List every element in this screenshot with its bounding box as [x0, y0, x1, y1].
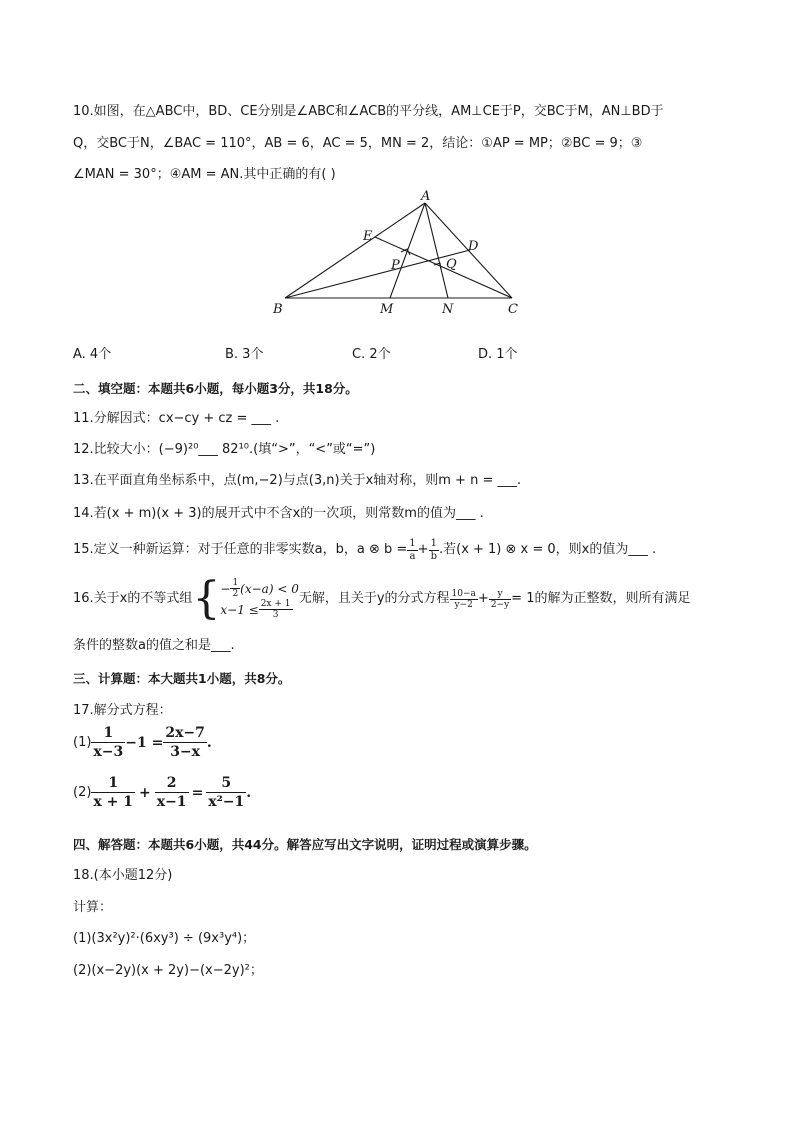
- brace-icon: {: [192, 573, 221, 624]
- q16-ineq1-frac: [230, 578, 240, 599]
- q17-p2-frac1: [91, 774, 135, 811]
- q10-option-b[interactable]: B. 3个: [225, 347, 264, 362]
- label-n: N: [442, 302, 454, 317]
- q17-p2-frac2: [155, 774, 189, 811]
- q15-plus: +: [417, 542, 429, 557]
- section-4-heading: 四、解答题：本题共6小题，共44分。解答应写出文字说明，证明过程或演算步骤。: [73, 837, 537, 852]
- q15-suffix: .若(x + 1) ⊗ x = 0，则x的值为___ .: [438, 542, 657, 557]
- right-angle-mark-p: [401, 249, 410, 255]
- q12: 12.比较大小：(−9)²⁰___ 82¹⁰.(填“>”，“<”或“=”): [73, 442, 376, 457]
- q17-p2-f2-num: 2: [155, 774, 189, 793]
- section-3-heading: 三、计算题：本大题共1小题，共8分。: [73, 671, 291, 686]
- q18-part2: (2)(x−2y)(x + 2y)−(x−2y)²；: [73, 963, 263, 978]
- q18-title: 18.(本小题12分): [73, 868, 173, 883]
- q17-p1-f1-num: 1: [91, 724, 125, 743]
- q15-frac2-den: b: [430, 550, 437, 562]
- q15-frac1-den: a: [409, 550, 416, 562]
- q16-prefix: 16.关于x的不等式组: [73, 591, 193, 606]
- label-e: E: [363, 229, 373, 244]
- q13: 13.在平面直角坐标系中，点(m,−2)与点(3,n)关于x轴对称，则m + n = ___.: [73, 473, 522, 488]
- q15-frac2-num: 1: [429, 538, 439, 551]
- q16-f2-num: y: [489, 589, 511, 600]
- q16-ineq1-minus: −: [220, 581, 231, 596]
- q16-inequalities: [220, 578, 298, 620]
- q17-p2-f1-den: x + 1: [93, 794, 133, 810]
- q16-ineq2: [220, 599, 298, 620]
- q17-p2-f2-den: x−1: [156, 794, 187, 810]
- label-d: D: [468, 239, 479, 254]
- q17-p1-frac1: [91, 724, 125, 761]
- q17-p2-label: (2): [73, 785, 92, 800]
- q16-ineq1: [220, 578, 298, 599]
- q17-p2-f3-num: 5: [206, 774, 246, 793]
- q17-p1-f1-den: x−3: [93, 744, 124, 760]
- q17-p2-plus: +: [139, 784, 151, 801]
- q10-option-a[interactable]: A. 4个: [73, 347, 112, 362]
- q16-f1-num: 10−a: [451, 588, 476, 599]
- q17-p2-f3-den: x²−1: [208, 794, 245, 810]
- label-p: P: [391, 258, 400, 273]
- q17-p2-end: .: [246, 784, 252, 801]
- q17-p1-label: (1): [73, 735, 92, 750]
- q16-line1: [73, 572, 690, 626]
- q17-p1-f2-den: 3−x: [170, 744, 201, 760]
- q17-p1-end: .: [206, 734, 212, 751]
- q17-p1-f2-num: 2x−7: [165, 725, 205, 741]
- q16-ineq1-num: 1: [232, 578, 239, 588]
- q14: 14.若(x + m)(x + 3)的展开式中不含x的一次项，则常数m的值为___ .: [73, 506, 484, 521]
- q17-part2: [73, 774, 251, 811]
- q17-p1-mid: −1 =: [125, 734, 164, 751]
- q16-ineq1-den: 2: [232, 589, 239, 599]
- q15-frac-1: [407, 538, 417, 563]
- q16-system: [192, 573, 299, 624]
- q16-eq-frac-2: [489, 589, 511, 610]
- label-b: B: [273, 302, 283, 317]
- q18-intro: 计算：: [73, 900, 113, 915]
- label-m: M: [380, 302, 394, 317]
- q16-f1-den: y−2: [454, 599, 473, 610]
- q16-ineq2-num: 2x + 1: [260, 599, 291, 609]
- label-q: Q: [446, 257, 457, 272]
- q17-p1-frac2: [163, 724, 207, 761]
- q16-ineq2-frac: [259, 599, 293, 620]
- q16-ineq2-den: 3: [272, 610, 279, 620]
- q10-line3: ∠MAN = 30°；④AM = AN.其中正确的有( ): [73, 167, 336, 182]
- q15-frac-2: [429, 538, 439, 563]
- q15-prefix: 15.定义一种新运算：对于任意的非零实数a，b，a ⊗ b =: [73, 542, 408, 557]
- q16-ineq2-left: x−1 ≤: [220, 602, 259, 617]
- q16-eq-tail: = 1的解为正整数，则所有满足: [511, 591, 691, 606]
- q10-option-c[interactable]: C. 2个: [352, 347, 391, 362]
- q17-title: 17.解分式方程：: [73, 703, 172, 718]
- q17-part1: [73, 724, 212, 761]
- q11: 11.分解因式：cx−cy + cz = ___ .: [73, 411, 280, 426]
- q10-line2: Q，交BC于N，∠BAC = 110°，AB = 6，AC = 5，MN = 2，结论：①AP = MP；②BC = 9；③: [73, 136, 643, 151]
- q16-line2: 条件的整数a的值之和是___.: [73, 638, 235, 653]
- q10-option-d[interactable]: D. 1个: [478, 347, 518, 362]
- q17-p2-frac3: [206, 774, 246, 811]
- segment-an: [425, 203, 448, 298]
- q15: [73, 532, 656, 568]
- label-c: C: [508, 302, 518, 317]
- q17-p2-eq: =: [191, 784, 204, 801]
- q16-ineq1-rest: (x−a) < 0: [240, 581, 299, 596]
- q17-p2-f1-num: 1: [91, 774, 135, 793]
- triangle-figure: [270, 190, 530, 320]
- q15-frac1-num: 1: [409, 537, 416, 549]
- section-2-heading: 二、填空题：本题共6小题，每小题3分，共18分。: [73, 381, 358, 396]
- q16-plus: +: [477, 591, 489, 606]
- q16-f2-den: 2−y: [490, 599, 510, 610]
- q16-eq-frac-1: [450, 589, 478, 610]
- q16-middle: 无解，且关于y的分式方程: [298, 591, 450, 606]
- label-a: A: [421, 190, 431, 204]
- q18-part1: (1)(3x²y)²·(6xy³) ÷ (9x³y⁴)；: [73, 931, 256, 946]
- q10-line1: 10.如图，在△ABC中，BD、CE分别是∠ABC和∠ACB的平分线，AM⊥CE于P，交BC于M，AN⊥BD于: [73, 104, 664, 119]
